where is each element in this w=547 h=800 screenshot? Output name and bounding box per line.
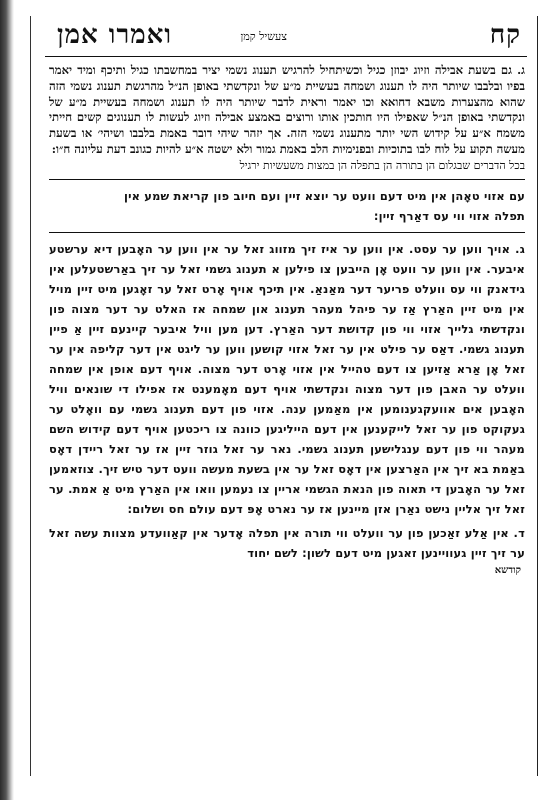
yiddish-paragraph-3: ג. אויך ווען ער עסט. אין ווען ער איז זיך מזווג זאל ער אין ווען ער האָבען דיא ערשטע איבער. אין ווען ער וועט אָן הייבען צו פילען א תענוג גשמי זאל ער זיך באַרשטעלען אין גידאנק ווי עס וועלט פריער דער מאַנאַ. אין תיכף אויף אָרט זאל ער זאָגען מיט זיין מויל אין מיט זיין האַרץ אַז ער פיהל מעהר תענוג און שמחה אז האלט ער דער מצוה פון ונקדשתי גלייך אזוי ווי פון קדושת דער האַרץ. דען מען וויל איבער קיינעם זיין אַ פיין תענוג גשמי. דאַס ער פילט אין ער זאל אזוי קושען ווען ער ליגט אין דער קליפה אין ער זאל אָן אַרא אַזיען צו דעם טהייל אין אזוי אָרט דער מצוה. אויף דעם אופן אין שמחה וועלט ער האבן פון דער מצוה ונקדשתי אויף דעם מאָמענט אז אפילו די שונאים וויל האָבען אים אוועקגענומען אין מאַמען ענה. אזוי פון דעם תענוג גשמי עם וואָלט ער געקוקט פון ער זאל לייקענען אין דעם הייליגען כוונה צו ריכטען אויף דעם קידוש השם מעהר ווי פון דעם ענגלישען תענוג גשמי. נאר ער זאל גוזר זיין אז ער זאל ריידן דאָס באַמת בא זיך אין האַרצען אין דאָס זאל ער אין בשעת מעשה וועט דער טיש זיך. צוזאמען זאל ער האָבען די תאוה פון הנאת הגשמי אריין צו נעמען וואו אין האַרץ מיט אַ אמת. ער זאל זיך אליין נישט נאַרן אזן מיינען אז ער נארט אָפּ דעם עולם חס ושלום: — [49, 241, 525, 516]
yiddish-line-2: תפלה אזוי ווי עס דאַרף זיין: — [373, 208, 525, 223]
section-divider-2 — [49, 232, 525, 233]
hebrew-paragraph: ג. גם בשעת אבילה וזיוג יבוזן כגיל וכשיתחיל להרגיש תענוג נשמי יציר במחשבתו כגיל ותיכף ומיד יאמר בפיו ובלבבו שיותר היה לו תענוג ושמחה בעשיית מ״ע של ונקדשתי באופן הנ״ל מהרגשת תענוג נשמי הזה שהוא מהצערות משבא דחואא וכו יאמר וראית לדבר שיותר היה לו תענוג ושמחה בעשיית מ״ע של ונקדשתי באופן הנ״ל שאפילו היו חותכין אותו ורוצים באמצע אבילה וזיוג לעשות לו תענוגים קשים חייתי משמח א״ע על קידוש השי יותר מתענוג נשמי הזה. אך יזהר שיהי דובר באמת בלבבו ושיהי׳ או בשעת מעשה תקוע על לוח לבו בתוכיות ובפנימיות הלב באמת גמור ולא ישטה א״ע להיות כגונב דעת עליונה ח״ו: — [49, 63, 525, 156]
footer-catchword: קודשא — [494, 564, 521, 576]
page-body — [31, 57, 537, 576]
header-title-right: קח — [489, 20, 521, 50]
hebrew-paragraph-closing: בכל הדברים שבגלום הן בתורה הן בתפלה הן במצות משעשיות ירגיל — [239, 158, 525, 172]
page-marker: צעשיל קמן — [240, 30, 287, 43]
header-title-left: ואמרו אמן — [57, 20, 172, 50]
page-header — [45, 16, 527, 57]
section-divider — [49, 179, 525, 180]
yiddish-line-1: עם אזוי טאָהן אין מיט דעם וועט ער יוצא זיין ועם חיוב פון קריאת שמע אין — [123, 188, 525, 203]
yiddish-paragraph-4: ד. אין אַלע זאַכען פון ער וועלט ווי תורה אין תפלה אָדער אין קאַוועדע מצוות עשה זאל ער זיך זיין געוויינען זאגען מיט דעם לשון: לשם יחוד — [49, 525, 525, 560]
scan-edge — [0, 0, 14, 800]
document-page — [30, 16, 538, 776]
